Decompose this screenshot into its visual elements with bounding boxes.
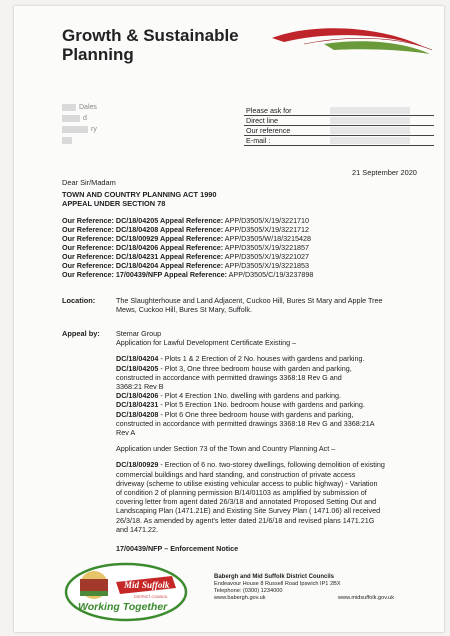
reference-row: Our Reference: 17/00439/NFP Appeal Reference: APP/D3505/C/19/3237898	[62, 270, 314, 279]
plot-item: DC/18/04204 - Plots 1 & 2 Erection of 2 No. houses with gardens and parking.	[116, 354, 365, 364]
salutation: Dear Sir/Madam	[62, 178, 116, 187]
appeal-references-list	[62, 216, 313, 279]
ref-row-direct-line: Direct line	[244, 116, 434, 126]
reference-row: Our Reference: DC/18/04206 Appeal Reference: APP/D3505/X/19/3221857	[62, 243, 310, 252]
location-label: Location:	[62, 296, 96, 305]
appeal-details	[116, 329, 436, 553]
council-address-block	[214, 574, 414, 602]
location-text: The Slaughterhouse and Land Adjacent, Cuckoo Hill, Bures St Mary and Apple Tree Mews, Cuckoo Hill, Bures St Mary, Suffolk.	[116, 296, 383, 315]
act-line-1: TOWN AND COUNTRY PLANNING ACT 1990	[62, 190, 217, 199]
mid-suffolk-logo	[64, 562, 188, 622]
plot-item: DC/18/04231 - Plot 5 Erection 1No. bedroom house with gardens and parking.	[116, 400, 365, 410]
logo-tagline: Working Together	[78, 601, 168, 613]
recipient-address	[62, 102, 97, 146]
address-line-1: Dales	[79, 104, 97, 111]
logo-district: DISTRICT COUNCIL	[134, 595, 168, 599]
plot-item: DC/18/04205 - Plot 3, One three bedroom house with garden and parking, constructed in accordance with permitted drawings 3368:18 Rev G and 3368:21 Rev B	[116, 363, 352, 392]
address-line-3: ry	[91, 126, 97, 133]
ref-row-our-reference: Our reference	[244, 126, 434, 136]
section-73-heading: Application under Section 73 of the Town and Country Planning Act –	[116, 444, 336, 454]
reference-row: Our Reference: DC/18/04208 Appeal Reference: APP/D3505/X/19/3221712	[62, 225, 310, 234]
redaction	[330, 107, 410, 114]
ref-row-email: E-mail :	[244, 136, 434, 146]
reference-row: Our Reference: DC/18/04205 Appeal Reference: APP/D3505/X/19/3221710	[62, 216, 310, 225]
ref-row-ask-for: Please ask for	[244, 106, 434, 116]
logo-brand-1: Mid	[124, 580, 140, 590]
title-line-1: Growth & Sustainable	[62, 26, 239, 45]
plot-item: DC/18/04206 - Plot 4 Erection 1No. dwelling with gardens and parking.	[116, 391, 341, 401]
council-web-babergh: www.babergh.gov.uk	[214, 595, 266, 601]
page-title	[62, 26, 292, 64]
reference-row: Our Reference: DC/18/04204 Appeal Reference: APP/D3505/X/19/3221853	[62, 261, 310, 270]
letter-page	[14, 6, 444, 632]
act-heading	[62, 190, 217, 208]
letter-date: 21 September 2020	[352, 168, 417, 177]
redaction	[330, 117, 410, 124]
appellant: Stemar Group	[116, 329, 162, 338]
council-web-midsuffolk: www.midsuffolk.gov.uk	[338, 595, 395, 601]
header-swoosh-graphic	[264, 24, 434, 64]
council-telephone: Telephone: (0300) 1234000	[214, 588, 283, 594]
reference-row: Our Reference: DC/18/00929 Appeal Reference: APP/D3505/W/18/3215428	[62, 234, 312, 243]
appeal-by-label: Appeal by:	[62, 329, 100, 338]
contact-reference-table	[244, 106, 434, 146]
logo-brand-2: Suffolk	[142, 580, 170, 590]
council-address: Endeavour House 8 Russell Road Ipswich IP1 2BX	[214, 581, 341, 587]
council-name: Babergh and Mid Suffolk District Councils	[214, 574, 335, 580]
dc-929-item: DC/18/00929 - Erection of 6 no. two-storey dwellings, following demolition of existing commercial buildings and hard standing, and construction of private access driveway (scheme to utilise existing vehicular access to public highway) - Variation of condition 2 of planning permission B/14/01103 as amplified by submission of covering letter from agent dated 26/3/18 and annotated Proposed Setting Out and Landscaping Plan (1471.21E) and Existing Site Survey Plan ( 1471.06) all received 26/3/18. As amended by agent's letter dated 21/6/18 and revised plans 1471.21G and 1471.22.	[116, 460, 385, 534]
redaction	[330, 127, 410, 134]
enforcement-notice: 17/00439/NFP – Enforcement Notice	[116, 544, 239, 554]
title-line-2: Planning	[62, 45, 134, 64]
act-line-2: APPEAL UNDER SECTION 78	[62, 199, 166, 208]
redaction	[330, 137, 410, 144]
reference-row: Our Reference: DC/18/04231 Appeal Reference: APP/D3505/X/19/3221027	[62, 252, 310, 261]
application-type: Application for Lawful Development Certificate Existing –	[116, 338, 297, 348]
address-line-2: d	[83, 115, 87, 122]
plot-item: DC/18/04208 - Plot 6 One three bedroom house with gardens and parking, constructed in accordance with permitted drawings 3368:18 Rev G and 3368:21A Rev A	[116, 409, 375, 438]
